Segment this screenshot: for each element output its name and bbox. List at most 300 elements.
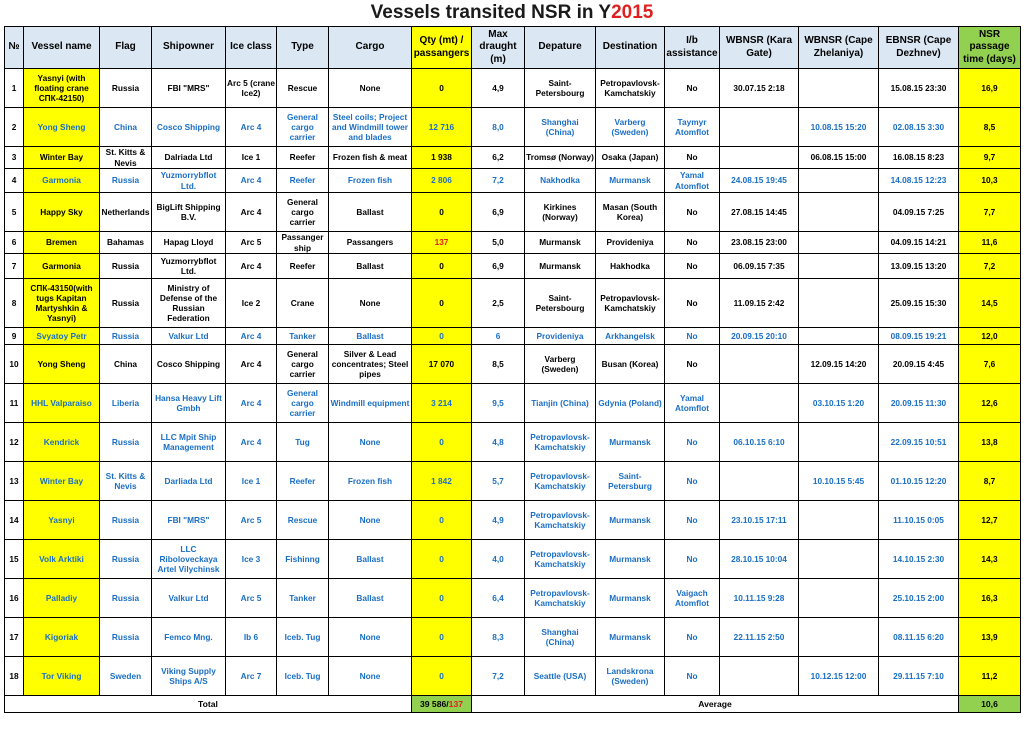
- cell-vessel-name: Yong Sheng: [24, 108, 100, 147]
- cell-shipowner: Valkur Ltd: [152, 328, 226, 345]
- table-row: [5, 462, 1021, 501]
- cell-draught: 5,7: [472, 462, 525, 501]
- cell-type: Reefer: [277, 169, 329, 193]
- cell-shipowner: LLC Riboloveckaya Artel Vilychinsk: [152, 540, 226, 579]
- cell-ebnsr-dezhnev: 20.09.15 11:30: [879, 384, 959, 423]
- cell-draught: 5,0: [472, 232, 525, 254]
- table-row: [5, 501, 1021, 540]
- cell-type: Tanker: [277, 328, 329, 345]
- cell-ib-assistance: No: [665, 193, 720, 232]
- table-row: [5, 279, 1021, 328]
- cell-flag: Bahamas: [100, 232, 152, 254]
- cell-wbnsr-kara: 30.07.15 2:18: [720, 69, 799, 108]
- cell-wbnsr-zhelaniya: [799, 423, 879, 462]
- cell-qty: 0: [412, 540, 472, 579]
- table-body: [5, 69, 1021, 696]
- table-row: [5, 345, 1021, 384]
- cell-ib-assistance: No: [665, 423, 720, 462]
- cell-no: 1: [5, 69, 24, 108]
- cell-no: 10: [5, 345, 24, 384]
- cell-qty: 3 214: [412, 384, 472, 423]
- cell-wbnsr-zhelaniya: [799, 69, 879, 108]
- cell-type: Rescue: [277, 501, 329, 540]
- cell-cargo: None: [329, 657, 412, 696]
- cell-qty: 2 806: [412, 169, 472, 193]
- cell-ebnsr-dezhnev: 11.10.15 0:05: [879, 501, 959, 540]
- cell-wbnsr-zhelaniya: [799, 254, 879, 279]
- cell-vessel-name: Volk Arktiki: [24, 540, 100, 579]
- cell-wbnsr-zhelaniya: [799, 279, 879, 328]
- cell-passage-time: 8,7: [959, 462, 1021, 501]
- cell-destination: Provideniya: [596, 232, 665, 254]
- cell-ebnsr-dezhnev: 25.09.15 15:30: [879, 279, 959, 328]
- cell-departure: Murmansk: [525, 232, 596, 254]
- cell-wbnsr-zhelaniya: 10.12.15 12:00: [799, 657, 879, 696]
- cell-destination: Murmansk: [596, 169, 665, 193]
- cell-draught: 6,2: [472, 147, 525, 169]
- cell-wbnsr-kara: 22.11.15 2:50: [720, 618, 799, 657]
- cell-passage-time: 7,7: [959, 193, 1021, 232]
- cell-ib-assistance: No: [665, 657, 720, 696]
- cell-qty: 0: [412, 69, 472, 108]
- header-row: [5, 27, 1021, 69]
- header-passage-time: NSR passage time (days): [959, 27, 1021, 69]
- cell-ib-assistance: No: [665, 462, 720, 501]
- cell-cargo: Silver & Lead concentrates; Steel pipes: [329, 345, 412, 384]
- cell-no: 12: [5, 423, 24, 462]
- cell-ib-assistance: Taymyr Atomflot: [665, 108, 720, 147]
- cell-vessel-name: Tor Viking: [24, 657, 100, 696]
- cell-wbnsr-kara: [720, 462, 799, 501]
- cell-cargo: Steel coils; Project and Windmill tower and blades: [329, 108, 412, 147]
- cell-ib-assistance: No: [665, 254, 720, 279]
- cell-no: 17: [5, 618, 24, 657]
- vessels-table: [4, 26, 1021, 713]
- cell-draught: 4,9: [472, 69, 525, 108]
- cell-ice-class: Ice 3: [226, 540, 277, 579]
- cell-flag: Russia: [100, 540, 152, 579]
- cell-destination: Murmansk: [596, 618, 665, 657]
- total-qty: 39 586/: [419, 698, 449, 709]
- cell-qty: 0: [412, 193, 472, 232]
- cell-cargo: None: [329, 279, 412, 328]
- table-row: [5, 579, 1021, 618]
- cell-wbnsr-zhelaniya: 12.09.15 14:20: [799, 345, 879, 384]
- cell-ebnsr-dezhnev: 14.08.15 12:23: [879, 169, 959, 193]
- cell-no: 9: [5, 328, 24, 345]
- cell-ebnsr-dezhnev: 16.08.15 8:23: [879, 147, 959, 169]
- cell-departure: Tromsø (Norway): [525, 147, 596, 169]
- cell-passage-time: 12,6: [959, 384, 1021, 423]
- cell-type: Reefer: [277, 254, 329, 279]
- cell-type: Iceb. Tug: [277, 618, 329, 657]
- cell-draught: 4,9: [472, 501, 525, 540]
- cell-qty: 1 938: [412, 147, 472, 169]
- cell-no: 11: [5, 384, 24, 423]
- cell-departure: Kirkines (Norway): [525, 193, 596, 232]
- cell-vessel-name: Kendrick: [24, 423, 100, 462]
- table-row: [5, 147, 1021, 169]
- cell-ib-assistance: No: [665, 232, 720, 254]
- cell-cargo: None: [329, 423, 412, 462]
- cell-destination: Osaka (Japan): [596, 147, 665, 169]
- cell-type: Passanger ship: [277, 232, 329, 254]
- cell-draught: 9,5: [472, 384, 525, 423]
- cell-draught: 6,9: [472, 254, 525, 279]
- table-row: [5, 169, 1021, 193]
- cell-draught: 6,9: [472, 193, 525, 232]
- cell-ebnsr-dezhnev: 15.08.15 23:30: [879, 69, 959, 108]
- title-text: Vessels transited NSR in Y: [370, 2, 612, 23]
- cell-cargo: Ballast: [329, 328, 412, 345]
- cell-type: General cargo carrier: [277, 108, 329, 147]
- cell-vessel-name: Yasnyi (with floating crane СПК-42150): [24, 69, 100, 108]
- cell-departure: Saint-Petersbourg: [525, 69, 596, 108]
- table-row: [5, 108, 1021, 147]
- cell-flag: Russia: [100, 279, 152, 328]
- cell-flag: Russia: [100, 579, 152, 618]
- cell-shipowner: Dalriada Ltd: [152, 147, 226, 169]
- cell-departure: Petropavlovsk-Kamchatskiy: [525, 579, 596, 618]
- cell-cargo: Frozen fish: [329, 169, 412, 193]
- cell-shipowner: Femco Mng.: [152, 618, 226, 657]
- cell-destination: Petropavlovsk-Kamchatskiy: [596, 279, 665, 328]
- cell-shipowner: BigLift Shipping B.V.: [152, 193, 226, 232]
- cell-ib-assistance: No: [665, 328, 720, 345]
- cell-shipowner: LLC Mpit Ship Management: [152, 423, 226, 462]
- cell-vessel-name: СПК-43150(with tugs Kapitan Martyshkin & Yasnyi): [24, 279, 100, 328]
- cell-cargo: Frozen fish & meat: [329, 147, 412, 169]
- cell-no: 5: [5, 193, 24, 232]
- cell-wbnsr-zhelaniya: [799, 328, 879, 345]
- cell-destination: Murmansk: [596, 579, 665, 618]
- cell-ice-class: Arc 4: [226, 384, 277, 423]
- cell-wbnsr-kara: [720, 384, 799, 423]
- cell-departure: Saint-Petersbourg: [525, 279, 596, 328]
- cell-passage-time: 7,6: [959, 345, 1021, 384]
- cell-passage-time: 13,9: [959, 618, 1021, 657]
- cell-passage-time: 14,5: [959, 279, 1021, 328]
- header-departure: Depature: [525, 27, 596, 69]
- table-row: [5, 384, 1021, 423]
- cell-destination: Masan (South Korea): [596, 193, 665, 232]
- cell-passage-time: 16,3: [959, 579, 1021, 618]
- cell-shipowner: Darliada Ltd: [152, 462, 226, 501]
- cell-vessel-name: Garmonia: [24, 169, 100, 193]
- cell-departure: Petropavlovsk-Kamchatskiy: [525, 423, 596, 462]
- header-max-draught: Max draught (m): [472, 27, 525, 69]
- cell-ib-assistance: Yamal Atomflot: [665, 384, 720, 423]
- table-row: [5, 69, 1021, 108]
- header-cargo: Cargo: [329, 27, 412, 69]
- cell-no: 2: [5, 108, 24, 147]
- cell-wbnsr-kara: 28.10.15 10:04: [720, 540, 799, 579]
- cell-qty: 0: [412, 423, 472, 462]
- cell-shipowner: FBI "MRS": [152, 69, 226, 108]
- cell-ebnsr-dezhnev: 25.10.15 2:00: [879, 579, 959, 618]
- cell-passage-time: 7,2: [959, 254, 1021, 279]
- header-ice-class: Ice class: [226, 27, 277, 69]
- cell-wbnsr-kara: 24.08.15 19:45: [720, 169, 799, 193]
- cell-passage-time: 12,7: [959, 501, 1021, 540]
- cell-destination: Busan (Korea): [596, 345, 665, 384]
- cell-vessel-name: Winter Bay: [24, 147, 100, 169]
- cell-qty: 12 716: [412, 108, 472, 147]
- average-time: 10,6: [959, 696, 1021, 713]
- cell-ebnsr-dezhnev: 29.11.15 7:10: [879, 657, 959, 696]
- cell-cargo: Passangers: [329, 232, 412, 254]
- cell-cargo: Frozen fish: [329, 462, 412, 501]
- cell-flag: Russia: [100, 254, 152, 279]
- cell-ebnsr-dezhnev: 04.09.15 7:25: [879, 193, 959, 232]
- cell-departure: Varberg (Sweden): [525, 345, 596, 384]
- cell-passage-time: 8,5: [959, 108, 1021, 147]
- cell-type: General cargo carrier: [277, 345, 329, 384]
- cell-passage-time: 9,7: [959, 147, 1021, 169]
- cell-flag: Russia: [100, 423, 152, 462]
- cell-wbnsr-kara: 11.09.15 2:42: [720, 279, 799, 328]
- cell-draught: 6: [472, 328, 525, 345]
- cell-ice-class: Arc 7: [226, 657, 277, 696]
- cell-wbnsr-zhelaniya: 06.08.15 15:00: [799, 147, 879, 169]
- cell-departure: Petropavlovsk-Kamchatskiy: [525, 540, 596, 579]
- cell-no: 15: [5, 540, 24, 579]
- cell-destination: Murmansk: [596, 423, 665, 462]
- title-year: 2015: [611, 2, 654, 23]
- cell-ice-class: Arc 5: [226, 579, 277, 618]
- cell-wbnsr-zhelaniya: 03.10.15 1:20: [799, 384, 879, 423]
- cell-type: Fishinng: [277, 540, 329, 579]
- cell-wbnsr-kara: 06.09.15 7:35: [720, 254, 799, 279]
- cell-flag: Liberia: [100, 384, 152, 423]
- cell-destination: Saint-Petersburg: [596, 462, 665, 501]
- cell-qty: 0: [412, 279, 472, 328]
- cell-ib-assistance: No: [665, 147, 720, 169]
- total-label: Total: [5, 696, 412, 713]
- cell-wbnsr-zhelaniya: 10.10.15 5:45: [799, 462, 879, 501]
- cell-ice-class: Arc 5: [226, 232, 277, 254]
- cell-passage-time: 13,8: [959, 423, 1021, 462]
- header-shipowner: Shipowner: [152, 27, 226, 69]
- cell-shipowner: Yuzmorrybflot Ltd.: [152, 169, 226, 193]
- cell-cargo: Ballast: [329, 254, 412, 279]
- header-qty: Qty (mt) / passangers: [412, 27, 472, 69]
- cell-passage-time: 14,3: [959, 540, 1021, 579]
- cell-shipowner: Ministry of Defense of the Russian Federation: [152, 279, 226, 328]
- table-row: [5, 254, 1021, 279]
- average-label: Average: [472, 696, 959, 713]
- cell-wbnsr-zhelaniya: [799, 540, 879, 579]
- cell-destination: Gdynia (Poland): [596, 384, 665, 423]
- cell-shipowner: Hansa Heavy Lift Gmbh: [152, 384, 226, 423]
- cell-shipowner: Hapag Lloyd: [152, 232, 226, 254]
- cell-vessel-name: Bremen: [24, 232, 100, 254]
- cell-departure: Shanghai (China): [525, 618, 596, 657]
- cell-ice-class: Arc 4: [226, 423, 277, 462]
- cell-no: 14: [5, 501, 24, 540]
- cell-draught: 7,2: [472, 657, 525, 696]
- cell-wbnsr-kara: 06.10.15 6:10: [720, 423, 799, 462]
- cell-ice-class: Ice 1: [226, 147, 277, 169]
- cell-destination: Landskrona (Sweden): [596, 657, 665, 696]
- total-qty-cell: [412, 696, 472, 713]
- cell-wbnsr-kara: [720, 657, 799, 696]
- cell-no: 7: [5, 254, 24, 279]
- header-vessel-name: Vessel name: [24, 27, 100, 69]
- cell-wbnsr-zhelaniya: [799, 193, 879, 232]
- cell-wbnsr-kara: [720, 345, 799, 384]
- cell-flag: Russia: [100, 69, 152, 108]
- cell-type: Reefer: [277, 462, 329, 501]
- cell-flag: Russia: [100, 618, 152, 657]
- header-destination: Destination: [596, 27, 665, 69]
- table-row: [5, 657, 1021, 696]
- cell-type: Rescue: [277, 69, 329, 108]
- cell-shipowner: Cosco Shipping: [152, 108, 226, 147]
- cell-flag: China: [100, 108, 152, 147]
- cell-wbnsr-zhelaniya: [799, 618, 879, 657]
- cell-wbnsr-kara: [720, 108, 799, 147]
- cell-ebnsr-dezhnev: 13.09.15 13:20: [879, 254, 959, 279]
- cell-cargo: Ballast: [329, 193, 412, 232]
- header-wbnsr-kara: WBNSR (Kara Gate): [720, 27, 799, 69]
- cell-wbnsr-kara: 23.08.15 23:00: [720, 232, 799, 254]
- cell-vessel-name: Palladiy: [24, 579, 100, 618]
- cell-departure: Petropavlovsk-Kamchatskiy: [525, 462, 596, 501]
- cell-ebnsr-dezhnev: 20.09.15 4:45: [879, 345, 959, 384]
- cell-wbnsr-kara: 20.09.15 20:10: [720, 328, 799, 345]
- cell-destination: Murmansk: [596, 540, 665, 579]
- cell-departure: Provideniya: [525, 328, 596, 345]
- cell-ice-class: Arc 4: [226, 108, 277, 147]
- cell-draught: 8,3: [472, 618, 525, 657]
- cell-type: General cargo carrier: [277, 193, 329, 232]
- cell-wbnsr-kara: [720, 147, 799, 169]
- cell-departure: Nakhodka: [525, 169, 596, 193]
- cell-cargo: Ballast: [329, 540, 412, 579]
- cell-vessel-name: Yasnyi: [24, 501, 100, 540]
- cell-cargo: Windmill equipment: [329, 384, 412, 423]
- cell-draught: 4,0: [472, 540, 525, 579]
- cell-draught: 7,2: [472, 169, 525, 193]
- cell-destination: Hakhodka: [596, 254, 665, 279]
- cell-vessel-name: Garmonia: [24, 254, 100, 279]
- cell-type: Crane: [277, 279, 329, 328]
- cell-flag: Netherlands: [100, 193, 152, 232]
- cell-flag: Russia: [100, 501, 152, 540]
- cell-ib-assistance: No: [665, 69, 720, 108]
- cell-cargo: None: [329, 69, 412, 108]
- cell-destination: Murmansk: [596, 501, 665, 540]
- cell-draught: 8,0: [472, 108, 525, 147]
- cell-ib-assistance: No: [665, 501, 720, 540]
- cell-qty: 137: [412, 232, 472, 254]
- cell-qty: 1 842: [412, 462, 472, 501]
- cell-draught: 4,8: [472, 423, 525, 462]
- cell-vessel-name: Kigoriak: [24, 618, 100, 657]
- cell-wbnsr-zhelaniya: [799, 579, 879, 618]
- cell-destination: Petropavlovsk-Kamchatskiy: [596, 69, 665, 108]
- header-flag: Flag: [100, 27, 152, 69]
- header-wbnsr-zhelaniya: WBNSR (Cape Zhelaniya): [799, 27, 879, 69]
- cell-ib-assistance: No: [665, 279, 720, 328]
- cell-ice-class: Ice 2: [226, 279, 277, 328]
- cell-wbnsr-zhelaniya: [799, 232, 879, 254]
- cell-ebnsr-dezhnev: 08.09.15 19:21: [879, 328, 959, 345]
- cell-draught: 6,4: [472, 579, 525, 618]
- cell-flag: St. Kitts & Nevis: [100, 147, 152, 169]
- cell-flag: Russia: [100, 328, 152, 345]
- cell-ib-assistance: Yamal Atomflot: [665, 169, 720, 193]
- cell-vessel-name: HHL Valparaiso: [24, 384, 100, 423]
- cell-ice-class: Arc 5: [226, 501, 277, 540]
- cell-departure: Petropavlovsk-Kamchatskiy: [525, 501, 596, 540]
- cell-passage-time: 10,3: [959, 169, 1021, 193]
- table-row: [5, 232, 1021, 254]
- cell-type: General cargo carrier: [277, 384, 329, 423]
- cell-ebnsr-dezhnev: 22.09.15 10:51: [879, 423, 959, 462]
- cell-vessel-name: Svyatoy Petr: [24, 328, 100, 345]
- cell-ice-class: Arc 4: [226, 254, 277, 279]
- cell-wbnsr-kara: 27.08.15 14:45: [720, 193, 799, 232]
- cell-wbnsr-zhelaniya: [799, 501, 879, 540]
- cell-destination: Varberg (Sweden): [596, 108, 665, 147]
- cell-flag: St. Kitts & Nevis: [100, 462, 152, 501]
- cell-passage-time: 12,0: [959, 328, 1021, 345]
- cell-no: 4: [5, 169, 24, 193]
- cell-type: Reefer: [277, 147, 329, 169]
- cell-destination: Arkhangelsk: [596, 328, 665, 345]
- cell-cargo: Ballast: [329, 579, 412, 618]
- cell-ib-assistance: No: [665, 345, 720, 384]
- cell-departure: Tianjin (China): [525, 384, 596, 423]
- cell-ice-class: Ib 6: [226, 618, 277, 657]
- table-row: [5, 328, 1021, 345]
- cell-wbnsr-zhelaniya: [799, 169, 879, 193]
- cell-qty: 0: [412, 254, 472, 279]
- cell-qty: 0: [412, 328, 472, 345]
- cell-ice-class: Arc 4: [226, 328, 277, 345]
- cell-vessel-name: Winter Bay: [24, 462, 100, 501]
- cell-flag: Russia: [100, 169, 152, 193]
- cell-qty: 0: [412, 657, 472, 696]
- header-no: №: [5, 27, 24, 69]
- cell-no: 8: [5, 279, 24, 328]
- cell-cargo: None: [329, 501, 412, 540]
- cell-ice-class: Ice 1: [226, 462, 277, 501]
- header-ib-assistance: I/b assistance: [665, 27, 720, 69]
- footer-row: [5, 696, 1021, 713]
- cell-passage-time: 11,6: [959, 232, 1021, 254]
- cell-ice-class: Arc 4: [226, 345, 277, 384]
- cell-shipowner: FBI "MRS": [152, 501, 226, 540]
- cell-type: Tug: [277, 423, 329, 462]
- cell-departure: Seattle (USA): [525, 657, 596, 696]
- cell-type: Tanker: [277, 579, 329, 618]
- table-row: [5, 423, 1021, 462]
- cell-no: 16: [5, 579, 24, 618]
- cell-departure: Shanghai (China): [525, 108, 596, 147]
- cell-shipowner: Valkur Ltd: [152, 579, 226, 618]
- cell-no: 13: [5, 462, 24, 501]
- cell-no: 6: [5, 232, 24, 254]
- cell-ebnsr-dezhnev: 01.10.15 12:20: [879, 462, 959, 501]
- cell-shipowner: Yuzmorrybflot Ltd.: [152, 254, 226, 279]
- cell-no: 18: [5, 657, 24, 696]
- cell-ib-assistance: No: [665, 540, 720, 579]
- cell-flag: China: [100, 345, 152, 384]
- table-row: [5, 618, 1021, 657]
